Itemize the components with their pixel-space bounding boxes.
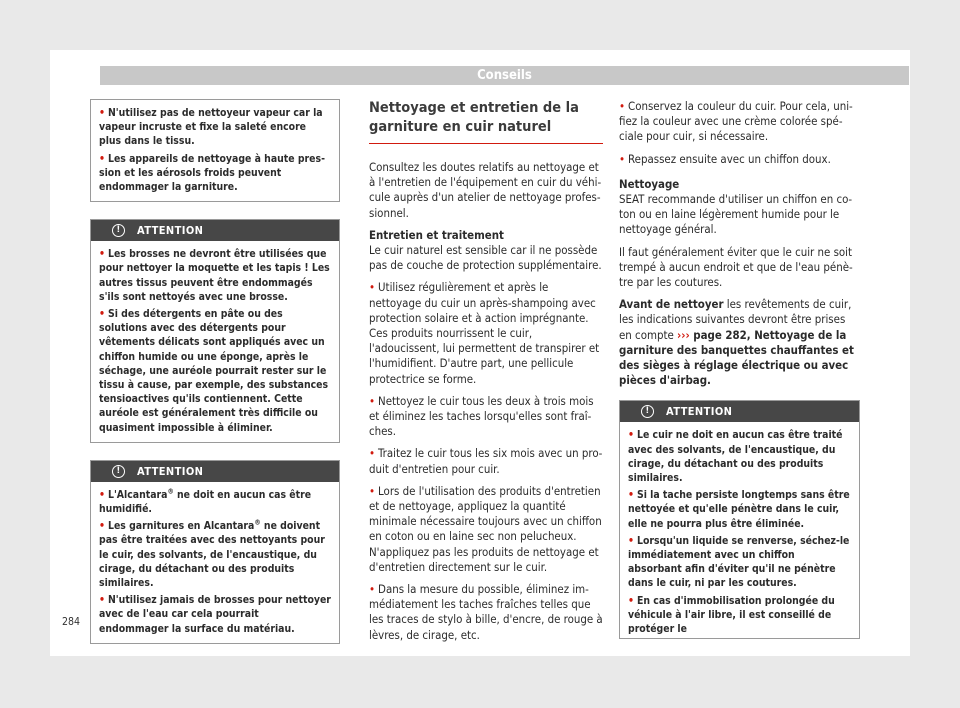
right-column (619, 99, 860, 656)
warning-box-alcantara (90, 460, 340, 644)
list-item: • N'utilisez jamais de brosses pour nettoyer avec de l'eau car cela pourrait endommager la surface du matériau. (99, 594, 331, 635)
warning-header (620, 401, 859, 422)
manual-page (50, 50, 910, 656)
list-item: • L'Alcantara® ne doit en aucun cas être humidifié. (99, 487, 312, 516)
subheading: Nettoyage (619, 176, 680, 191)
arrow-icon: ››› (677, 327, 690, 342)
list-item: • Repassez ensuite avec un chiffon doux. (619, 151, 831, 166)
paragraph-with-link: Avant de nettoyer les revêtements de cuir, les indications suivantes devront être prises en compte ››› page 282, Nettoyage de la garniture des banquettes chauffantes et des sièges à réglage électrique ou avec pièces d'airbag. (619, 297, 854, 388)
list-item: • Lors de l'utilisation des produits d'entretien et de nettoyage, appliquez la quantité minimale nécessaire toujours avec un chiffon en coton ou en laine sec non pelucheux. N'appliquez pas les produits de nettoyage et d'entretien directement sur le cuir. (369, 483, 602, 574)
list-item: • Lorsqu'un liquide se renverse, séchez-le immédiatement avec un chiffon absorbant afin d'éviter qu'il ne pénètre dans le cuir, ni par les coutures. (628, 534, 850, 590)
list-item: • Nettoyez le cuir tous les deux à trois mois et éliminez les taches lorsqu'elles sont fraîches. (369, 393, 594, 439)
list-item: • Traitez le cuir tous les six mois avec un produit d'entretien pour cuir. (369, 446, 603, 476)
list-item: • Conservez la couleur du cuir. Pour cela, unifiez la couleur avec une crème colorée spéciale pour cuir, si nécessaire. (619, 99, 853, 144)
list-item: • Le cuir ne doit en aucun cas être traité avec des solvants, de l'encaustique, du cirage, du détachant ou des produits similaires. (628, 429, 843, 485)
list-item: • En cas d'immobilisation prolongée du véhicule à l'air libre, il est conseillé de protéger le (628, 594, 835, 636)
warning-label: ATTENTION (137, 224, 204, 238)
warning-label: ATTENTION (137, 464, 204, 478)
paragraph: Il faut généralement éviter que le cuir ne soit trempé à aucun endroit et que de l'eau pénètre par les coutures. (619, 244, 853, 290)
list-item: • N'utilisez pas de nettoyeur vapeur car la vapeur incruste et fixe la saleté encore plus dans le tissu. (99, 107, 323, 148)
page-reference-link[interactable]: page 282, Nettoyage de la garniture des banquettes chauffantes et des sièges à réglage électrique ou avec pièces d'airbag (619, 327, 854, 388)
subheading: Entretien et traitement (369, 227, 504, 242)
exclamation-icon: ! (641, 405, 654, 418)
warning-box-leather (619, 400, 860, 639)
list-item: • Si des détergents en pâte ou des solutions avec des détergents pour vêtements délicats sont appliqués avec un chiffon humide ou une éponge, après le séchage, une auréole pourrait rester sur le tissu à cause, par exemple, des substances tensioactives qu'ils contiennent. Cette auréole est généralement très difficile ou quasiment impossible à éliminer. (99, 308, 329, 434)
paragraph: Le cuir naturel est sensible car il ne possède pas de couche de protection supplémentaire. (369, 243, 602, 273)
list-item: • Les garnitures en Alcantara® ne doivent pas être traitées avec des nettoyants pour le cuir, des solvants, de l'encaustique, du cirage, du détachant ou des produits similaires. (99, 518, 325, 590)
emphasis: Avant de nettoyer (619, 297, 724, 312)
intro-note-box (90, 99, 340, 202)
exclamation-icon: ! (112, 465, 125, 478)
left-column (90, 99, 340, 661)
exclamation-icon: ! (112, 224, 125, 237)
list-item: • Si la tache persiste longtemps sans être nettoyée et qu'elle pénètre dans le cuir, elle ne pourra plus être éliminée. (628, 489, 850, 530)
page-header: Conseils (100, 66, 909, 85)
page-number: 284 (62, 616, 81, 628)
warning-box-brushes (90, 219, 340, 443)
warning-header (91, 461, 339, 482)
middle-column (369, 99, 603, 650)
warning-label: ATTENTION (666, 405, 733, 419)
paragraph: SEAT recommande d'utiliser un chiffon en coton ou en laine légèrement humide pour le nettoyage général. (619, 192, 853, 237)
list-item: • Utilisez régulièrement et après le nettoyage du cuir un après-shampoing avec protection solaire et à action imprégnante. Ces produits nourrissent le cuir, l'adoucissent, lui permettent de transpirer et l'humidifient. D'autre part, une pellicule protectrice se forme. (369, 280, 600, 386)
section-title: Nettoyage et entretien de la garniture en cuir naturel (369, 99, 603, 144)
list-item: • Dans la mesure du possible, éliminez immédiatement les taches fraîches telles que les traces de stylo à bille, d'encre, de rouge à lèvres, de cirage, etc. (369, 582, 603, 642)
list-item: • Les brosses ne devront être utilisées que pour nettoyer la moquette et les tapis ! Les autres tissus peuvent être endommagés s'ils sont nettoyés avec une brosse. (99, 248, 330, 303)
warning-header (91, 220, 339, 241)
intro-paragraph: Consultez les doutes relatifs au nettoyage et à l'entretien de l'équipement en cuir du véhicule auprès d'un atelier de nettoyage professionnel. (369, 160, 602, 220)
list-item: • Les appareils de nettoyage à haute pression et les aérosols froids peuvent endommager la garniture. (99, 152, 325, 194)
